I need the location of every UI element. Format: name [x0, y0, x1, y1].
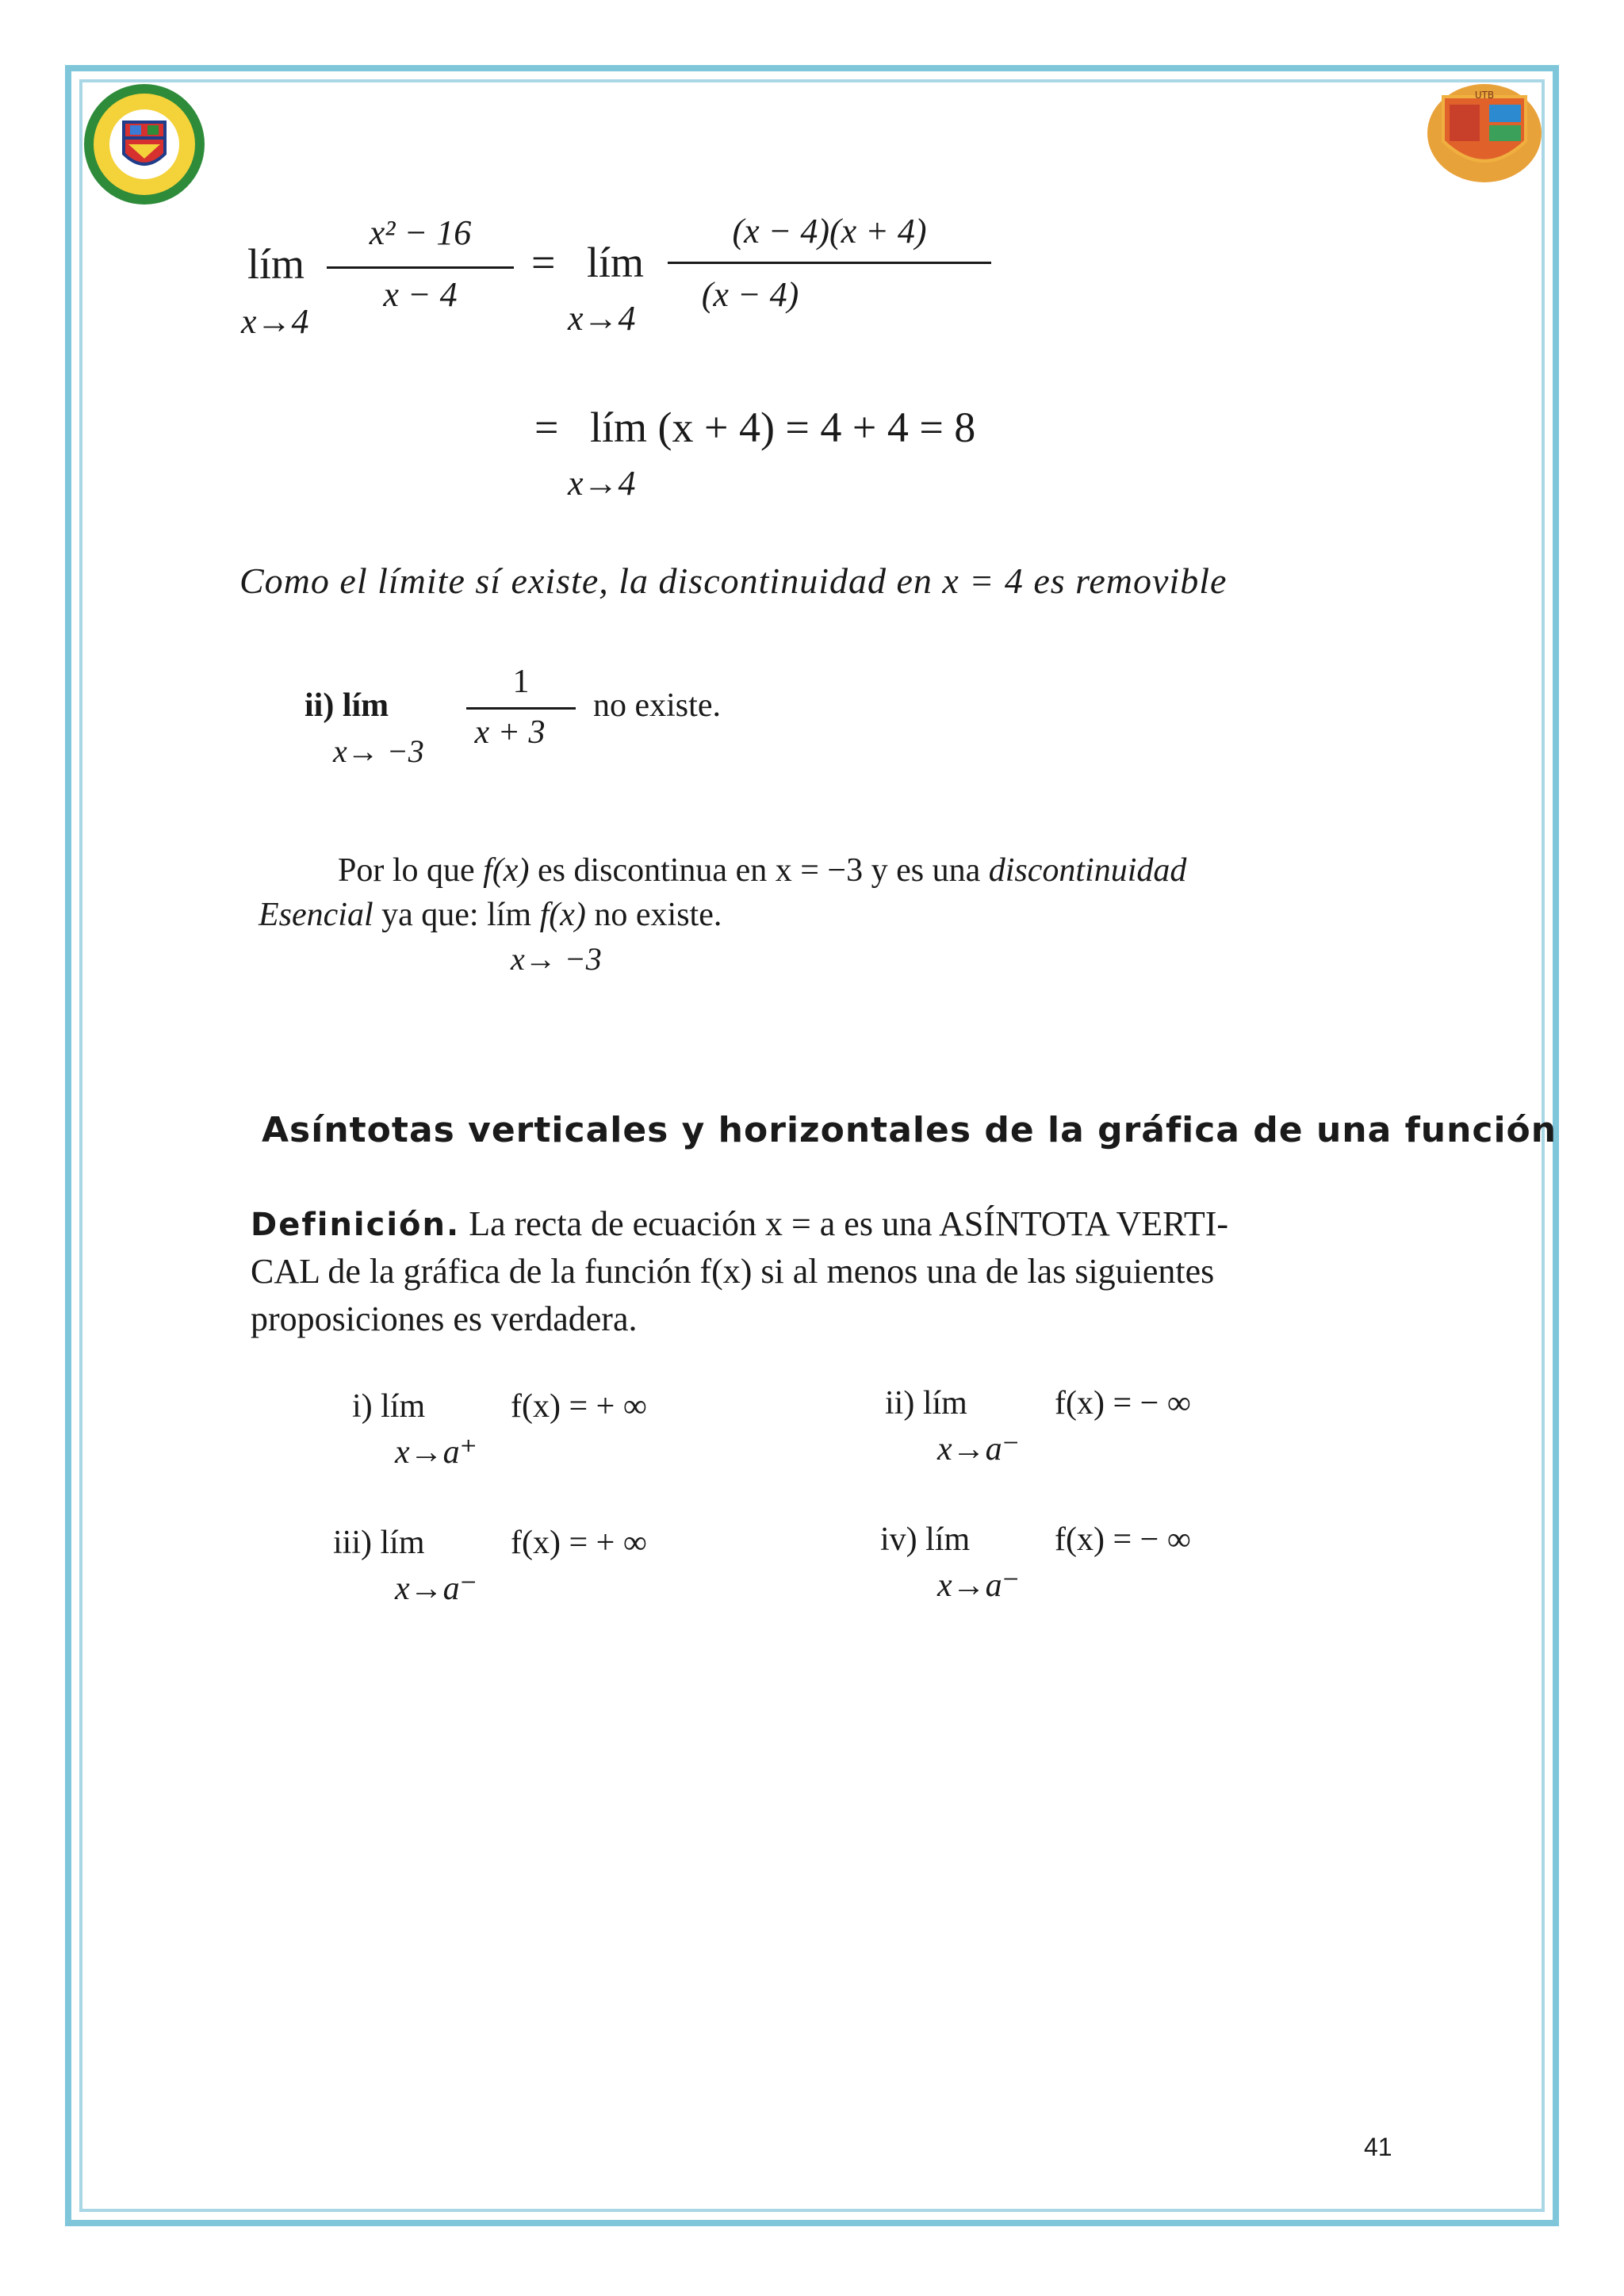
fraction-numerator: (x − 4)(x + 4): [732, 212, 927, 251]
simplified-limit: lím (x + 4) = 4 + 4 = 8: [590, 404, 976, 451]
case-expression: f(x) = + ∞: [511, 1388, 647, 1425]
case-expression: f(x) = − ∞: [1055, 1521, 1191, 1558]
page-number: 41: [1364, 2133, 1392, 2161]
definition-line2: CAL de la gráfica de la función f(x) si al menos una de las siguientes: [251, 1252, 1215, 1291]
fraction-denominator: x + 3: [474, 714, 546, 751]
case-subscript: x→a⁺: [395, 1434, 477, 1471]
fraction-bar: [327, 266, 514, 269]
fraction-bar: [668, 262, 991, 264]
discontinuity-paragraph-line2: Esencial ya que: lím f(x) no existe.: [259, 897, 722, 933]
case-subscript: x→a⁻: [937, 1431, 1020, 1468]
lim-subscript: x→4: [568, 299, 636, 338]
fraction-bar: [466, 707, 576, 710]
case-label: i) lím: [352, 1388, 426, 1425]
lim-subscript: x→4: [568, 464, 636, 503]
case-expression: f(x) = − ∞: [1055, 1385, 1191, 1422]
lim-operator: lím: [587, 239, 645, 286]
definition-line1: Definición. La recta de ecuación x = a es una ASÍNTOTA VERTI-: [251, 1204, 1229, 1243]
lim-subscript: x→ −3: [511, 941, 602, 977]
fraction-numerator: 1: [512, 664, 530, 700]
definition-line3: proposiciones es verdadera.: [251, 1299, 638, 1338]
equals-sign: =: [531, 239, 556, 286]
fraction-numerator: x² − 16: [369, 213, 472, 252]
section-heading: Asíntotas verticales y horizontales de la gráfica de una función: [262, 1110, 1557, 1150]
fraction-denominator: x − 4: [383, 275, 458, 314]
example-label: ii) lím: [304, 687, 389, 724]
case-subscript: x→a⁻: [937, 1567, 1020, 1604]
discontinuity-paragraph-line1: Por lo que f(x) es discontinua en x = −3 y es una discontinuidad: [338, 852, 1187, 889]
lim-subscript: x→ −3: [333, 733, 424, 769]
case-label: iv) lím: [880, 1521, 971, 1558]
definition-label: Definición.: [251, 1207, 461, 1243]
logo-text: UTB: [1474, 90, 1495, 101]
lim-subscript: x→4: [241, 302, 309, 341]
no-existe-text: no existe.: [593, 687, 721, 724]
case-expression: f(x) = + ∞: [511, 1525, 647, 1561]
fraction-denominator: (x − 4): [701, 275, 799, 314]
faculty-logo-right: [1426, 82, 1543, 184]
lim-operator: lím: [247, 240, 305, 288]
equals-sign: =: [534, 404, 559, 451]
case-subscript: x→a⁻: [395, 1571, 477, 1607]
case-label: iii) lím: [333, 1525, 425, 1561]
university-logo-left: [82, 82, 206, 206]
conclusion-text: Como el límite sí existe, la discontinuidad en x = 4 es removible: [239, 561, 1228, 601]
case-label: ii) lím: [885, 1385, 967, 1422]
